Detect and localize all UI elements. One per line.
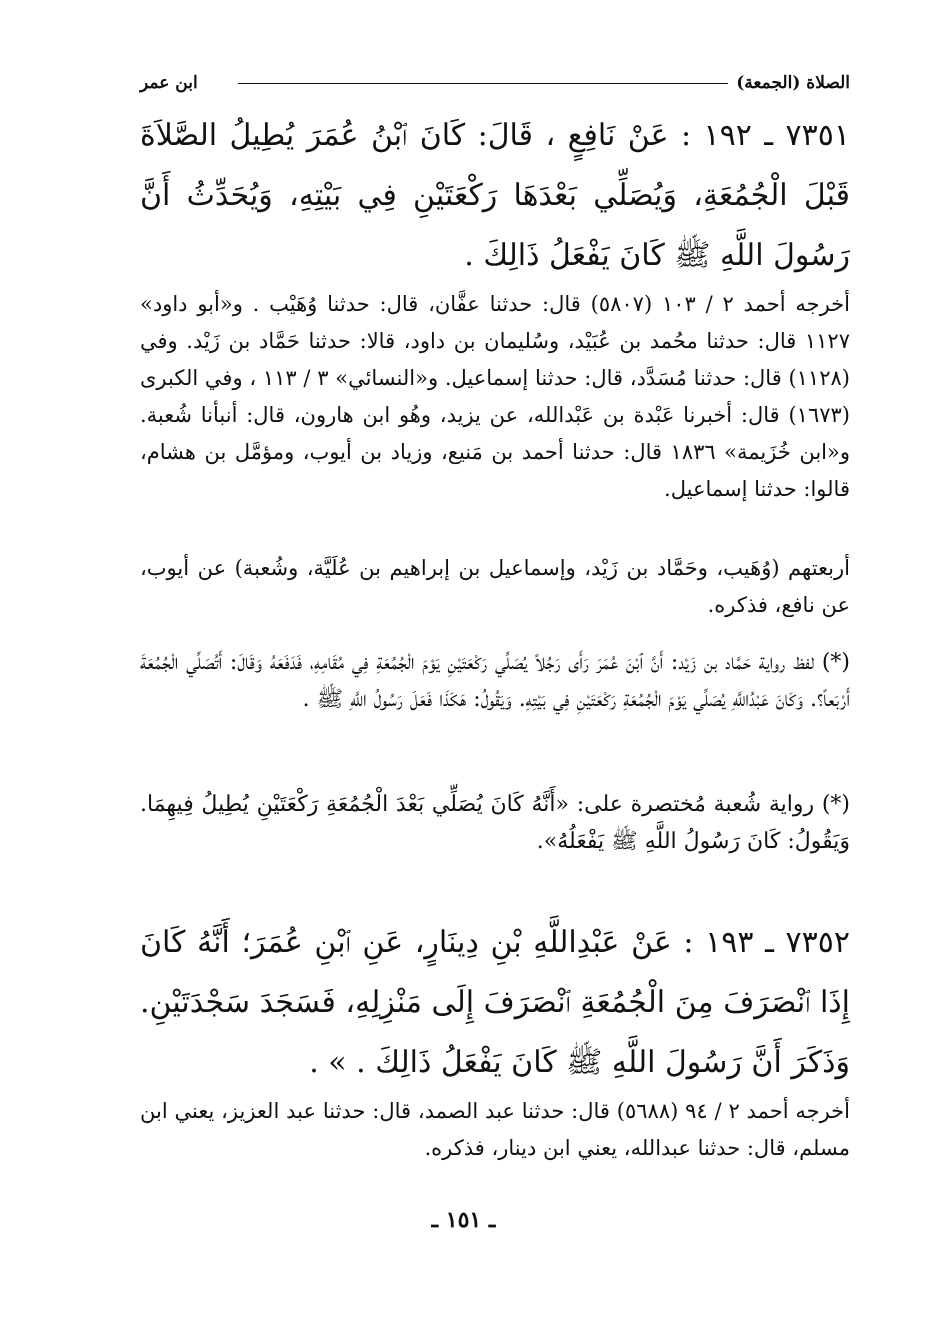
note-shuba-wording: (*) رواية شُعبة مُختصرة على: «أَنَّهُ كَانَ يُصَلِّي بَعْدَ الْجُمُعَةِ رَكْعَتَيْنِ يُطِيلُ فِيهِمَا. وَيَقُولُ: كَانَ رَسُولُ اللَّهِ ﷺ يَفْعَلُهُ». xyxy=(140,792,850,854)
running-header xyxy=(140,70,850,96)
note-hammad-wording: (*) لفظ رواية حَمَّاد بن زَيْد: أَنَّ ٱبْنَ عُمَرَ رَأَى رَجُلاً يُصَلِّي رَكْعَتَيْنِ يَوْمَ الْجُمُعَةِ فِي مُقَامِهِ، فَدَفَعَهُ وَقَالَ: أَتُصَلِّي الْجُمُعَةَ أَرْبَعاً؟. وَكَانَ عَبْدُاللَّهِ يُصَلِّي يَوْمَ الْجُمُعَةِ رَكْعَتَيْنِ فِي بَيْتِهِ. وَيَقُولُ: هَكَذَا فَعَلَ رَسُولُ اللَّهِ ﷺ . xyxy=(140,650,850,712)
header-rule xyxy=(238,83,729,84)
header-narrator-title: ابن عمر xyxy=(140,73,198,93)
takhrij-7351-summary: أربعتهم (وُهَيب، وحَمَّاد بن زَيْد، وإسماعيل بن إبراهيم بن عُلَيَّة، وشُعبة) عن أيوب، عن نافع، فذكره. xyxy=(140,556,850,617)
hadith-7351-text: ٧٣٥١ ـ ١٩٢ : عَنْ نَافِعٍ ، قَالَ: كَانَ ٱبْنُ عُمَرَ يُطِيلُ الصَّلاَةَ قَبْلَ الْجُمُعَةِ، وَيُصَلِّي بَعْدَهَا رَكْعَتَيْنِ فِي بَيْتِهِ، وَيُحَدِّثُ أَنَّ رَسُولَ اللَّهِ ﷺ كَانَ يَفْعَلُ ذَالِكَ . xyxy=(140,118,850,273)
takhrij-7352-sources: أخرجه أحمد ٢ / ٩٤ (٥٦٨٨) قال: حدثنا عبد الصمد، قال: حدثنا عبد العزيز، يعني ابن مسلم، قال: حدثنا عبدالله، يعني ابن دينار، فذكره. xyxy=(140,1099,850,1160)
header-chapter-title: الصلاة (الجمعة) xyxy=(736,73,850,93)
takhrij-7351-sources: أخرجه أحمد ٢ / ١٠٣ (٥٨٠٧) قال: حدثنا عفَّان، قال: حدثنا وُهَيْب . و«أبو داود» ١١٢٧ قال: حدثنا محُمد بن عُبَيْد، وسُليمان بن داود، قالا: حدثنا حَمَّاد بن زَيْد. وفي (١١٢٨) قال: حدثنا مُسَدَّد، قال: حدثنا إسماعيل. و«النسائي» ٣ / ١١٣ ، وفي الكبرى (١٦٧٣) قال: أخبرنا عَبْدة بن عَبْدالله، عن يزيد، وهُو ابن هارون، قال: أنبأنا شُعبة. و«ابن خُزَيمة» ١٨٣٦ قال: حدثنا أحمد بن مَنيع، وزياد بن أيوب، ومؤمَّل بن هشام، قالوا: حدثنا إسماعيل. xyxy=(140,292,850,501)
page-number: ـ ١٥١ ـ xyxy=(431,1207,496,1233)
hadith-7352-text: ٧٣٥٢ ـ ١٩٣ : عَنْ عَبْدِاللَّهِ بْنِ دِينَارٍ، عَنِ ٱبْنِ عُمَرَ؛ أَنَّهُ كَانَ إِذَا ٱنْصَرَفَ مِنَ الْجُمُعَةِ ٱنْصَرَفَ إِلَى مَنْزِلِهِ، فَسَجَدَ سَجْدَتَيْنِ. وَذَكَرَ أَنَّ رَسُولَ اللَّهِ ﷺ كَانَ يَفْعَلُ ذَالِكَ . » . xyxy=(140,925,850,1080)
